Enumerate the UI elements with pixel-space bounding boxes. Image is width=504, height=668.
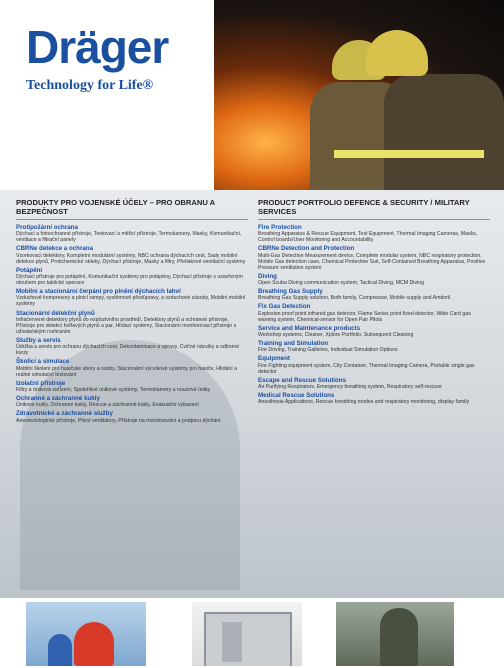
- section: [258, 303, 490, 322]
- section: [16, 245, 248, 264]
- section-heading: Protipožární ochrana: [16, 224, 78, 231]
- section-text: Fire Fighting equipment system, City Container, Thermal Imaging Camera, Portable single gas detector: [258, 362, 475, 375]
- section: [258, 288, 490, 301]
- section-text: Vzorkovací detektory, Kompletní modulární systémy, NBC ochrana dýchacích cest, Sady mobilní detekce plynů, Protichemické obleky, Dýchací přístroje, Masky a filtry, Přetlakové ventilační systémy: [16, 252, 246, 265]
- section-heading: Diving: [258, 272, 277, 280]
- rescue-photo: [26, 602, 146, 666]
- section-text: Breathing Apparatus & Rescue Equipment, Test Equipment, Thermal Imaging Cameras, Masks, Control boards/User Monitoring and Accountability: [258, 231, 478, 244]
- section-heading: Služby a servis: [16, 337, 61, 345]
- section: [16, 224, 248, 243]
- section-text: Infračervené detektory plynů do explozivního prostředí, Detektory plynů a ochranné přístroje, Přístroje pro detekci hořlavých plynů a par, Hlídací systémy, Stacionární monitorovací přístroje s uživatelským rozhraním: [16, 316, 237, 335]
- draeger-logo: Dräger: [26, 21, 169, 73]
- section-text: Mobilní školení pro hasičské sbory a osoby, Stacionární výcvikové systémy pro hasiče, Hlídání a reálné simulační testování: [16, 365, 238, 378]
- column-title: PRODUKTY PRO VOJENSKÉ ÚČELY – PRO OBRANU A BEZPEČNOST: [16, 198, 215, 216]
- section: [258, 224, 490, 243]
- section-text: Explosion proof point infrared gas detector, Flame Series point fixed detector, Wide Card gas warning system, Chemical-sensor for Open Pair Pilots: [258, 310, 471, 323]
- section-text: Fire Driving, Training Galleries, Individual Simulation Options: [258, 347, 398, 354]
- soldier-figure: [380, 608, 418, 666]
- section: [258, 273, 490, 286]
- section-text: Breathing Gas Supply solution, Both family, Compressor, Mobile supply and Amdoril: [258, 295, 451, 302]
- person-figure: [74, 622, 114, 666]
- section-heading: Ochranné a záchranné kukly: [16, 395, 100, 403]
- section-text: Dýchací a fotoochranné přístroje, Testovací a měřicí přístroje, Termokamery, Masky, Komunikační, ventilace a filtrační panely: [16, 231, 242, 244]
- section: [16, 310, 248, 335]
- section-text: Air Purifying Respirators, Emergency breathing system, Respiratory self-rescuer: [258, 384, 442, 391]
- bottom-photo-strip: [0, 598, 504, 668]
- person-figure: [48, 634, 72, 666]
- section-text: Únikové kukly, Ochranné kukly, Rescue a záchranné kukly, Evakuační vybavení: [16, 402, 199, 409]
- divider: [258, 219, 490, 220]
- section: [258, 325, 490, 338]
- section-heading: Breathing Gas Supply: [258, 288, 323, 296]
- section-heading: Training and Simulation: [258, 340, 329, 348]
- section: [258, 245, 490, 270]
- tagline: Technology for Life®: [26, 78, 154, 93]
- main-content: [0, 190, 504, 598]
- section-heading: Equipment: [258, 355, 290, 363]
- section-heading: Školicí a simulace: [16, 358, 70, 366]
- section-heading: CBRNe Detection and Protection: [258, 245, 355, 253]
- section-heading: Fire Protection: [258, 224, 302, 231]
- english-column: [258, 198, 490, 407]
- czech-column: [16, 198, 248, 426]
- section-text: Filtry a úniková zařízení, Spolehlivé únikové systémy, Termokamery a nouzové úniky: [16, 387, 211, 394]
- section-text: Multi-Gas Detection Measurement device, Complete modular system, NBC respiratory protection, Mobile Gas detection case, Chemical Protective Suit, Self-Contained Breathing Apparatus, Positive Pressure ventilation system: [258, 252, 486, 271]
- section-heading: Service and Maintenance products: [258, 324, 361, 332]
- section-text: Anesthesia Applications, Rescue breathing modes and respiratory monitoring, display family: [258, 399, 470, 406]
- section-text: Vzduchové kompresory a plnicí rampy, systémové předúpravy, a vzduchové zásoby, Mobilní mobilní systémy: [16, 295, 246, 308]
- equipment-container-photo: [192, 602, 302, 666]
- section: [258, 355, 490, 374]
- divider: [16, 219, 248, 220]
- section-text: Údržba a servis pro ochranu dýchacích cest, Dekontaminace a opravy, Cvičné nácviky a odborné kurzy: [16, 344, 240, 357]
- hero-firefighters-image: [214, 0, 504, 190]
- section-text: Open Scuba Diving communication system, Tactical Diving, MCM Diving: [258, 280, 424, 287]
- section: [258, 377, 490, 390]
- section-heading: Mobilní a stacionární čerpání pro plnění dýchacích lahví: [16, 288, 181, 296]
- section-heading: Medical Rescue Solutions: [258, 392, 335, 400]
- section: [16, 337, 248, 356]
- section-heading: Potápění: [16, 266, 43, 274]
- section-text: Workshop systems, Cleaner, Xplore Portfolio, Subsequent Cleaning: [258, 332, 414, 339]
- section: [16, 358, 248, 377]
- section-heading: Stacionární detekční plynů: [16, 309, 95, 317]
- section-heading: Escape and Rescue Solutions: [258, 376, 347, 384]
- section-heading: Zdravotnické a záchranné služby: [16, 410, 113, 418]
- section: [16, 380, 248, 393]
- section: [16, 410, 248, 423]
- firefighter-figure: [384, 74, 504, 190]
- column-title: PRODUCT PORTFOLIO DEFENCE & SECURITY / MILITARY SERVICES: [258, 198, 470, 216]
- section: [258, 392, 490, 405]
- cylinder-shape: [222, 622, 242, 662]
- section: [16, 395, 248, 408]
- section: [16, 267, 248, 286]
- section-text: Dýchací přístroje pro potápění, Komunikační systémy pro potápěny, Dýchací přístroje s uzavřeným okruhem pro taktické operace: [16, 273, 243, 287]
- header: [0, 0, 504, 190]
- section-heading: Izolační přístroje: [16, 379, 66, 387]
- section: [16, 288, 248, 307]
- container-shape: [204, 612, 292, 666]
- helmet-shape: [366, 30, 428, 76]
- reflective-stripe: [334, 150, 484, 158]
- section-text: Anesteziologické přístroje, Plicní ventilátory, Přístroje na monitorování a podporu dýchání: [16, 417, 221, 424]
- soldier-photo: [336, 602, 454, 666]
- section-heading: CBRNe detekce a ochrana: [16, 245, 94, 253]
- section-heading: Fix Gas Detection: [258, 303, 311, 311]
- section: [258, 340, 490, 353]
